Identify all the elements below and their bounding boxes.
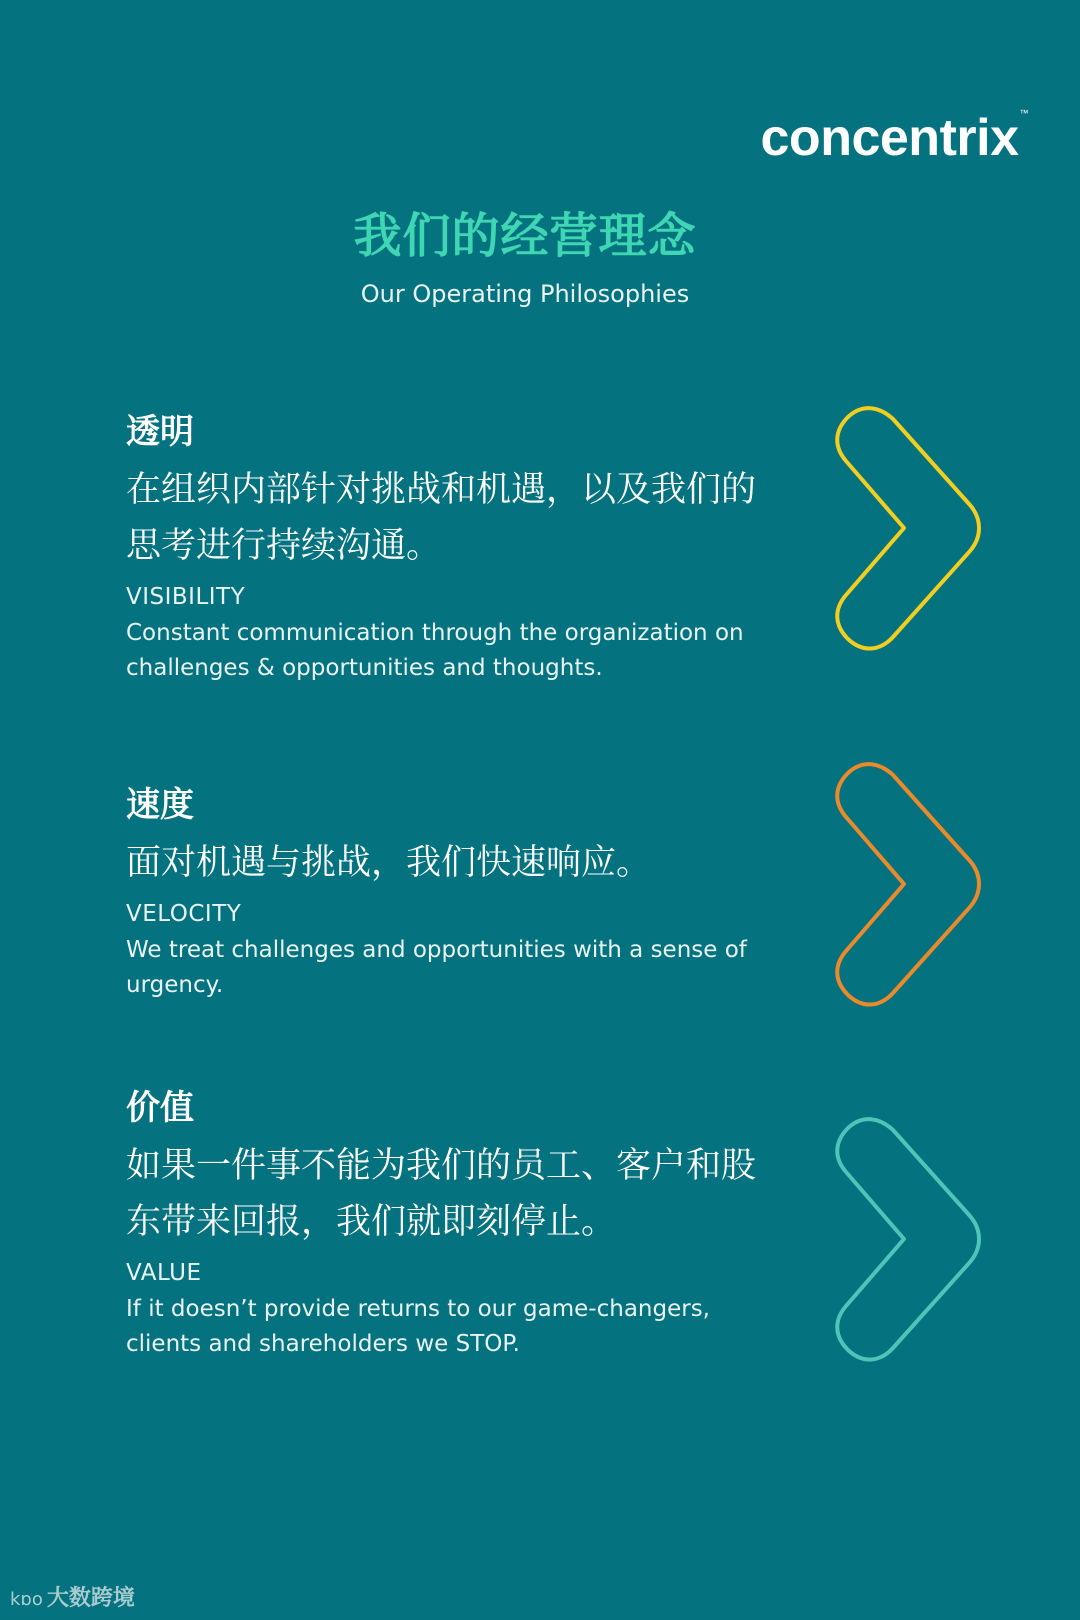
logo-text: concentrix	[760, 109, 1019, 167]
section-cn-text: 在组织内部针对挑战和机遇，以及我们的思考进行持续沟通。	[126, 470, 757, 566]
chevron-right-icon	[818, 1116, 988, 1386]
chevron-svg	[818, 1116, 988, 1386]
chevron-right-icon	[818, 761, 988, 1031]
concentrix-logo	[761, 108, 1028, 168]
section-label: VALUE	[126, 1260, 202, 1286]
section-cn-text: 面对机遇与挑战，我们快速响应。	[126, 843, 652, 883]
page-title: 我们的经营理念	[353, 208, 697, 264]
chevron-svg	[818, 761, 988, 1031]
section-title: 价值	[126, 1088, 194, 1128]
watermark	[10, 1581, 135, 1612]
chevron-right-icon	[818, 405, 988, 675]
chevron-shape	[837, 1119, 979, 1359]
watermark-text: 大数跨境	[46, 1586, 135, 1611]
section-title: 透明	[126, 412, 194, 452]
chevron-shape	[837, 408, 979, 648]
page-header	[0, 208, 1050, 308]
section-title: 速度	[126, 785, 194, 825]
chevron-shape	[837, 764, 979, 1004]
chevron-svg	[818, 405, 988, 675]
trademark-mark: ™	[1019, 108, 1028, 118]
section-velocity	[126, 785, 766, 1003]
page-subtitle: Our Operating Philosophies	[360, 280, 690, 308]
section-visibility	[126, 412, 766, 686]
section-value	[126, 1088, 766, 1362]
kdo-logo-icon: kɒo	[10, 1589, 43, 1610]
section-en-text: Constant communication through the organization on challenges & opportunities and thoughts.	[126, 620, 744, 681]
section-en-text: If it doesn’t provide returns to our game-changers, clients and shareholders we STOP.	[126, 1296, 710, 1357]
section-cn-text: 如果一件事不能为我们的员工、客户和股东带来回报，我们就即刻停止。	[126, 1146, 757, 1242]
section-label: VELOCITY	[126, 901, 242, 927]
section-en-text: We treat challenges and opportunities with a sense of urgency.	[126, 937, 747, 998]
section-label: VISIBILITY	[126, 584, 246, 610]
